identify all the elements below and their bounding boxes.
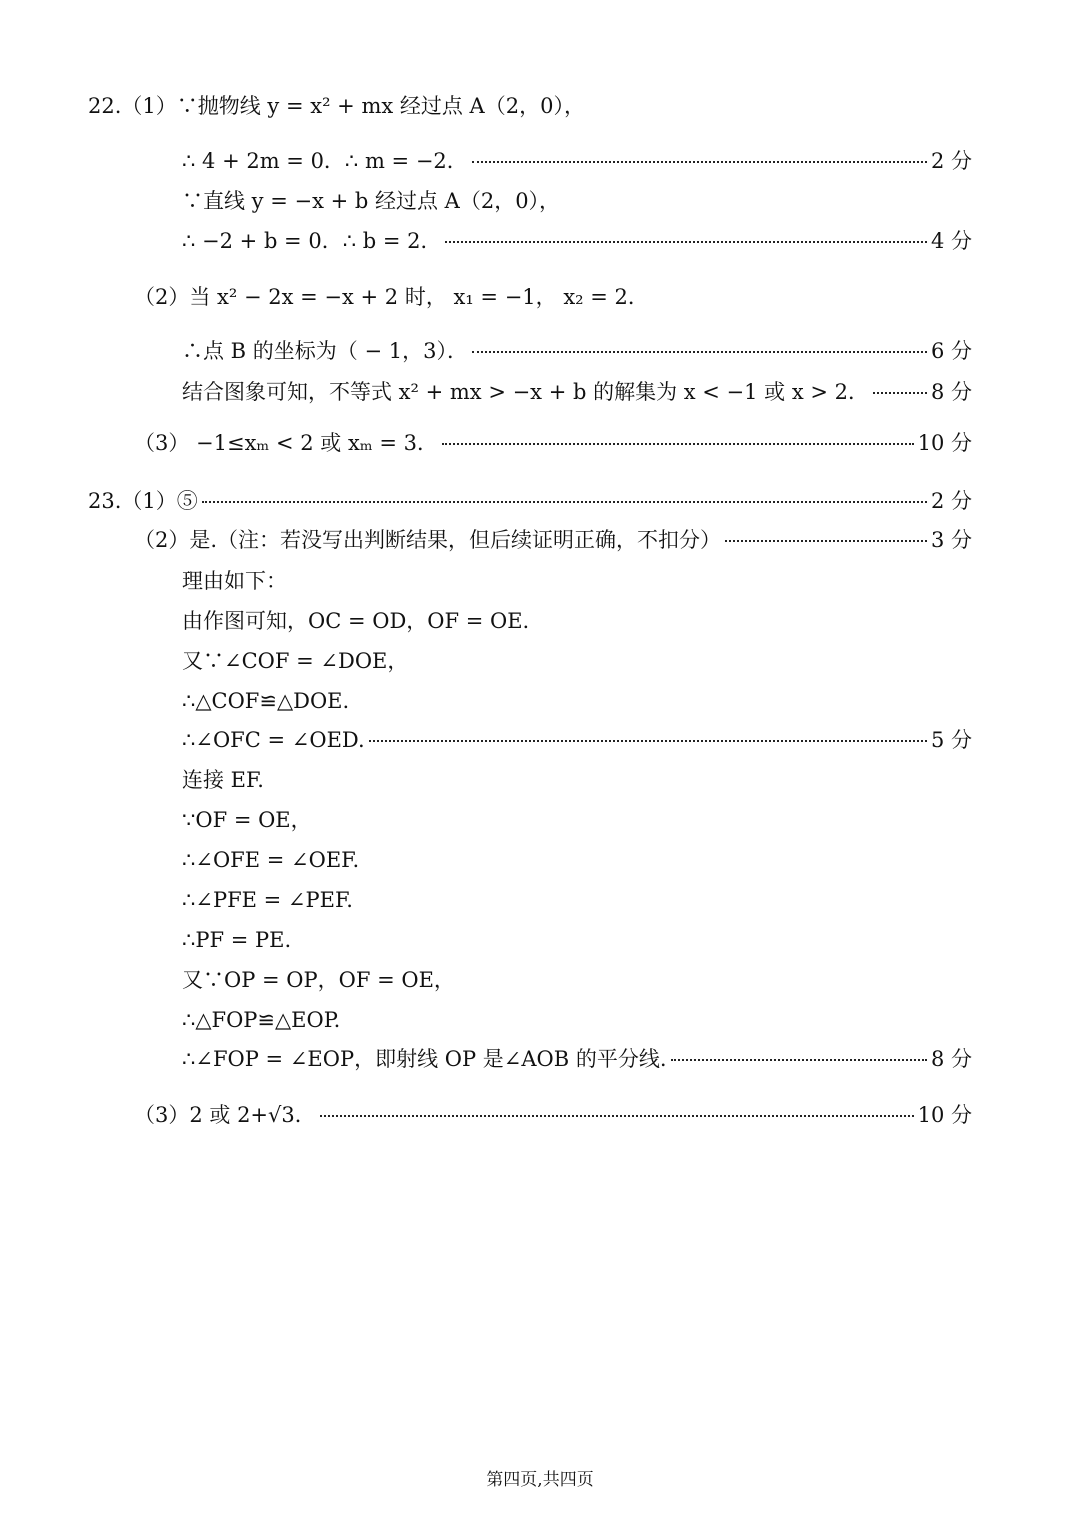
score-label: 6 分: [930, 339, 972, 363]
dot-leader: [671, 1059, 927, 1061]
solution-text: （2）是.（注：若没写出判断结果，但后续证明正确，不扣分）: [134, 528, 722, 552]
solution-line: [182, 806, 972, 834]
solution-text: 理由如下：: [182, 569, 287, 593]
solution-text: ∴∠FOP = ∠EOP，即射线 OP 是∠AOB 的平分线.: [182, 1047, 667, 1071]
score-label: 2 分: [930, 149, 972, 173]
dot-leader: [369, 740, 927, 742]
solution-text: ∴ 4 + 2m = 0．∴ m = −2．: [182, 149, 468, 173]
solution-text: ∴∠OFE = ∠OEF.: [182, 848, 360, 872]
solution-line: [134, 283, 972, 311]
score-label: 8 分: [930, 380, 972, 404]
solution-line: [182, 647, 972, 675]
solution-line: [134, 429, 972, 457]
solution-line: [182, 687, 972, 715]
page-footer: 第四页,共四页: [486, 1470, 594, 1490]
solution-line: [182, 147, 972, 175]
score-label: 2 分: [930, 489, 972, 513]
dot-leader: [442, 443, 914, 445]
solution-text: ∵OF = OE，: [182, 808, 312, 832]
solution-line: [182, 926, 972, 954]
solution-line: [182, 1045, 972, 1073]
solution-text: ∴∠PFE = ∠PEF.: [182, 888, 353, 912]
solution-line: [182, 846, 972, 874]
dot-leader: [873, 392, 927, 394]
dot-leader: [202, 501, 927, 503]
solution-text: （3） −1≤xₘ < 2 或 xₘ = 3．: [134, 431, 438, 455]
solution-line: [182, 378, 972, 406]
solution-text: 由作图可知，OC = OD，OF = OE.: [182, 609, 530, 633]
solution-text: ∴ −2 + b = 0．∴ b = 2．: [182, 229, 442, 253]
solution-text: ∴△FOP≌△EOP.: [182, 1008, 341, 1032]
solution-line: [182, 886, 972, 914]
solution-text: （2）当 x² − 2x = −x + 2 时， x₁ = −1， x₂ = 2．: [134, 285, 649, 309]
dot-leader: [472, 161, 927, 163]
solution-text: ∵直线 y = −x + b 经过点 A（2，0），: [182, 189, 561, 213]
solution-line: [88, 92, 970, 120]
solution-line: [182, 766, 972, 794]
solution-text: 23.（1）⑤: [88, 489, 198, 513]
solution-text: 结合图象可知，不等式 x² + mx > −x + b 的解集为 x < −1 或 x > 2．: [182, 380, 870, 404]
solution-text: ∴点 B 的坐标为（ − 1，3）．: [182, 339, 468, 363]
solution-line: [182, 966, 972, 994]
score-label: 4 分: [930, 229, 972, 253]
solution-text: ∴PF = PE.: [182, 928, 292, 952]
solution-text: 连接 EF.: [182, 768, 264, 792]
solution-line: [182, 187, 972, 215]
solution-text: ∴△COF≌△DOE.: [182, 689, 350, 713]
solution-text: 又∵∠COF = ∠DOE，: [182, 649, 409, 673]
solution-line: [182, 607, 972, 635]
dot-leader: [472, 351, 927, 353]
solution-line: [182, 227, 972, 255]
dot-leader: [725, 540, 927, 542]
solution-text: 22.（1）∵抛物线 y = x² + mx 经过点 A（2，0），: [88, 94, 585, 118]
solution-line: [182, 1006, 972, 1034]
score-label: 3 分: [930, 528, 972, 552]
score-label: 10 分: [917, 431, 972, 455]
solution-text: （3）2 或 2+√3．: [134, 1103, 316, 1127]
dot-leader: [320, 1115, 914, 1117]
solution-line: [182, 726, 972, 754]
score-label: 5 分: [930, 728, 972, 752]
solution-line: [182, 337, 972, 365]
solution-text: 又∵OP = OP，OF = OE，: [182, 968, 455, 992]
score-label: 10 分: [917, 1103, 972, 1127]
score-label: 8 分: [930, 1047, 972, 1071]
solution-line: [134, 526, 972, 554]
solution-text: ∴∠OFC = ∠OED.: [182, 728, 365, 752]
solution-line: [182, 567, 972, 595]
solution-line: [88, 487, 972, 515]
dot-leader: [445, 241, 926, 243]
solution-line: [134, 1101, 972, 1129]
